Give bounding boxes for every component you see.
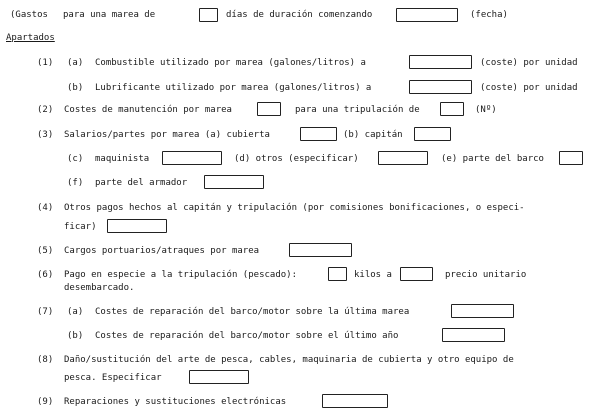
item-2-number: (2) — [37, 105, 54, 115]
item-1-number: (1) — [37, 58, 54, 68]
electronics-field[interactable] — [322, 394, 388, 408]
owner-share-field[interactable] — [204, 175, 264, 189]
item-7a-letter: (a) — [67, 307, 84, 317]
wages-captain-field[interactable] — [414, 127, 451, 141]
start-date-field[interactable] — [396, 8, 458, 22]
boat-share-label: (e) parte del barco — [441, 154, 544, 164]
gear-damage-label-2: pesca. Especificar — [64, 373, 162, 383]
intro-marea-label: para una marea de — [63, 10, 156, 20]
intro-gastos: (Gastos — [10, 10, 48, 20]
wages-others-field[interactable] — [378, 151, 428, 165]
port-charges-field[interactable] — [289, 243, 352, 257]
gear-damage-field[interactable] — [189, 370, 249, 384]
item-3c-letter: (c) — [67, 154, 84, 164]
repair-last-year-label: Costes de reparación del barco/motor sobre el último año — [95, 331, 399, 341]
kilos-field[interactable] — [328, 267, 347, 281]
item-7-number: (7) — [37, 307, 54, 317]
maintenance-label: Costes de manutención por marea — [64, 105, 232, 115]
kilos-label: kilos a — [354, 270, 392, 280]
wages-engineer-label: maquinista — [95, 154, 150, 164]
other-payments-field[interactable] — [107, 219, 167, 233]
fuel-label: Combustible utilizado por marea (galones/litros) a — [95, 58, 366, 68]
intro-fecha-label: (fecha) — [470, 10, 508, 20]
item-4-number: (4) — [37, 203, 54, 213]
wages-others-label: (d) otros (especificar) — [234, 154, 359, 164]
item-7b-letter: (b) — [67, 331, 84, 341]
unit-price-label: precio unitario — [445, 270, 527, 280]
trip-days-field[interactable] — [199, 8, 218, 22]
gear-damage-label: Daño/sustitución del arte de pesca, cables, maquinaria de cubierta y otro equipo de — [64, 355, 514, 365]
wages-deck-label: Salarios/partes por marea (a) cubierta — [64, 130, 270, 140]
item-9-number: (9) — [37, 397, 54, 407]
wages-engineer-field[interactable] — [162, 151, 222, 165]
item-3f-letter: (f) — [67, 178, 84, 188]
item-1a-letter: (a) — [67, 58, 84, 68]
item-3-number: (3) — [37, 130, 54, 140]
boat-share-field[interactable] — [559, 151, 583, 165]
wages-captain-label: (b) capitán — [343, 130, 403, 140]
electronics-label: Reparaciones y sustituciones electrónicas — [64, 397, 287, 407]
fuel-unit-label: (coste) por unidad — [480, 58, 578, 68]
fuel-cost-field[interactable] — [409, 55, 472, 69]
repair-last-trip-field[interactable] — [451, 304, 514, 318]
owner-share-label: parte del armador — [95, 178, 188, 188]
lubricant-label: Lubrificante utilizado por marea (galones/litros) a — [95, 83, 372, 93]
payment-in-kind-label: Pago en especie a la tripulación (pescado): — [64, 270, 297, 280]
unit-price-field[interactable] — [400, 267, 433, 281]
maintenance-cost-field[interactable] — [257, 102, 281, 116]
landed-label: desembarcado. — [64, 283, 135, 293]
crew-unit-label: (Nº) — [475, 105, 497, 115]
item-1b-letter: (b) — [67, 83, 84, 93]
other-payments-label: Otros pagos hechos al capitán y tripulación (por comisiones bonificaciones, o especi- — [64, 203, 525, 213]
lubricant-cost-field[interactable] — [409, 80, 472, 94]
crew-count-field[interactable] — [440, 102, 464, 116]
crew-label: para una tripulación de — [295, 105, 420, 115]
intro-days-label: días de duración comenzando — [226, 10, 373, 20]
item-8-number: (8) — [37, 355, 54, 365]
port-charges-label: Cargos portuarios/atraques por marea — [64, 246, 260, 256]
lubricant-unit-label: (coste) por unidad — [480, 83, 578, 93]
repair-last-year-field[interactable] — [442, 328, 505, 342]
item-6-number: (6) — [37, 270, 54, 280]
repair-last-trip-label: Costes de reparación del barco/motor sobre la última marea — [95, 307, 410, 317]
wages-deck-field[interactable] — [300, 127, 337, 141]
section-heading: Apartados — [6, 33, 55, 43]
item-5-number: (5) — [37, 246, 54, 256]
other-payments-label-2: ficar) — [64, 222, 97, 232]
